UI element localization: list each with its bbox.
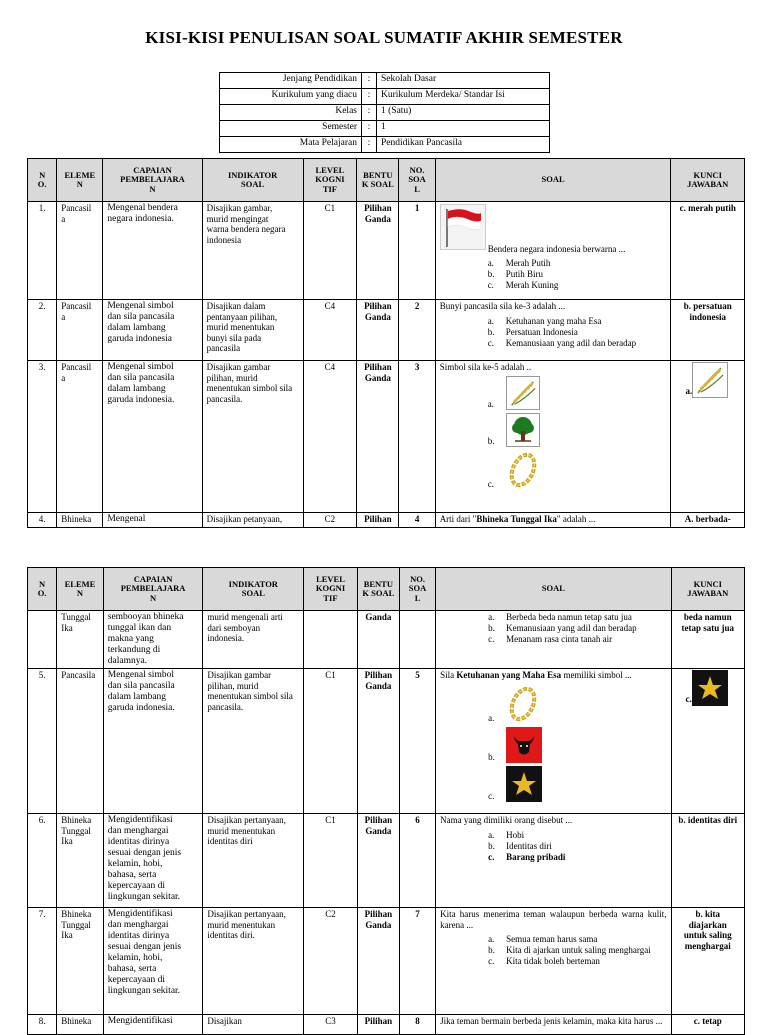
column-header-capaian: CAPAIAN PEMBELAJARA N xyxy=(103,568,203,611)
option-text: Semua teman harus sama xyxy=(506,934,598,944)
chain-icon xyxy=(506,684,540,724)
nosoal-cell: 8 xyxy=(399,1015,435,1035)
level-cell: C4 xyxy=(303,300,357,361)
info-label: Semester xyxy=(220,121,362,137)
nosoal-cell: 1 xyxy=(399,202,435,300)
info-label: Kurikulum yang diacu xyxy=(220,89,362,105)
level-cell: C1 xyxy=(303,202,357,300)
soal-cell xyxy=(435,513,671,528)
option-letter: c. xyxy=(488,956,495,966)
elemen-cell: Pancasil a xyxy=(57,361,103,513)
answer-options xyxy=(440,934,666,967)
capaian-cell: Mengenal simbol dan sila pancasila dalam lambang garuda indonesia. xyxy=(103,669,203,814)
capaian-cell: Mengenal bendera negara indonesia. xyxy=(103,202,202,300)
option-letter: c. xyxy=(488,634,495,644)
row-number: 8. xyxy=(28,1015,57,1035)
option-letter: b. xyxy=(488,840,495,851)
kunci-cell xyxy=(671,361,745,513)
capaian-cell: Mengenal xyxy=(103,513,202,528)
option-letter: c. xyxy=(487,337,494,348)
nosoal-cell: 4 xyxy=(399,513,435,528)
answer-key-letter: a. xyxy=(685,385,693,396)
answer-key-letter: c. xyxy=(685,693,692,704)
option-text: Kemanusiaan yang adil dan beradap xyxy=(505,337,637,348)
column-header-kunci: KUNCI JAWABAN xyxy=(671,159,745,202)
bentuk-cell: Pilihan xyxy=(357,1015,399,1035)
answer-option xyxy=(440,269,667,280)
question-text: Bendera negara indonesia berwarna ... xyxy=(487,243,626,254)
option-letter: b. xyxy=(487,326,495,337)
option-text: Kemanusiaan yang adil dan beradap xyxy=(506,623,637,633)
option-text: Menanam rasa cinta tanah air xyxy=(506,634,613,644)
kisi-table-page-1 xyxy=(27,158,745,528)
nosoal-cell xyxy=(399,611,435,669)
info-table xyxy=(219,72,550,153)
option-letter: b. xyxy=(488,945,495,955)
capaian-cell: Mengidentifikasi xyxy=(103,1015,203,1035)
bentuk-cell: Pilihan Ganda xyxy=(357,202,399,300)
elemen-cell: Bhineka Tunggal Ika xyxy=(57,814,104,908)
header-row xyxy=(28,159,745,202)
elemen-cell: Pancasil a xyxy=(57,300,103,361)
row-number: 3. xyxy=(28,361,57,513)
option-text: Kita di ajarkan untuk saling menghargai xyxy=(506,945,651,955)
question-text: Nama yang dimiliki orang disebut ... xyxy=(440,815,573,825)
info-label: Mata Pelajaran xyxy=(220,137,362,153)
kunci-cell xyxy=(671,669,744,814)
elemen-cell: Pancasila xyxy=(57,669,104,814)
info-row xyxy=(220,89,550,105)
document-title: KISI-KISI PENULISAN SOAL SUMATIF AKHIR SEMESTER xyxy=(145,28,623,47)
option-text: Merah Kuning xyxy=(505,280,559,290)
info-value: Sekolah Dasar xyxy=(377,73,550,89)
answer-option xyxy=(440,945,666,956)
chain-icon xyxy=(506,450,540,490)
nosoal-cell: 3 xyxy=(399,361,435,513)
soal-cell xyxy=(435,300,671,361)
option-letter: b. xyxy=(488,623,495,633)
question-bold-text: Bhineka Tunggal Ika xyxy=(476,514,557,524)
answer-options xyxy=(440,830,666,863)
answer-option xyxy=(440,623,666,634)
option-text: Hobi xyxy=(506,829,525,840)
option-text: Persatuan Indonesia xyxy=(505,326,578,337)
answer-option xyxy=(440,327,667,338)
soal-cell xyxy=(436,814,671,908)
kunci-cell: A. berbada- xyxy=(671,513,745,528)
level-cell xyxy=(304,611,357,669)
capaian-cell: Mengenal simbol dan sila pancasila dalam lambang garuda indonesia xyxy=(103,300,202,361)
option-letter: b. xyxy=(487,436,495,446)
column-header-indikator: INDIKATOR SOAL xyxy=(203,568,304,611)
option-letter: a. xyxy=(488,612,495,622)
rice-cotton-icon xyxy=(692,362,728,398)
star-icon xyxy=(692,670,728,706)
image-option xyxy=(488,413,667,447)
table-row xyxy=(28,300,745,361)
table-row xyxy=(28,361,745,513)
row-number: 1. xyxy=(28,202,57,300)
row-number: 2. xyxy=(28,300,57,361)
table-row xyxy=(28,814,745,908)
table-row xyxy=(28,513,745,528)
header-row xyxy=(28,568,745,611)
info-label: Jenjang Pendidikan xyxy=(220,73,362,89)
option-letter: b. xyxy=(487,269,495,279)
capaian-cell: sembooyan bhineka tunggal ikan dan makna yang terkandung di dalamnya. xyxy=(103,611,203,669)
table-row xyxy=(28,1015,745,1035)
answer-key-image xyxy=(685,362,740,398)
info-row xyxy=(220,121,550,137)
column-header-level: LEVEL KOGNI TIF xyxy=(303,159,357,202)
indikator-cell: Disajikan xyxy=(203,1015,304,1035)
column-header-elemen: ELEME N xyxy=(57,159,103,202)
info-value: Pendidikan Pancasila xyxy=(377,137,550,153)
table-row xyxy=(28,202,745,300)
table-row xyxy=(28,908,745,1015)
image-option xyxy=(488,684,666,724)
soal-cell xyxy=(436,908,671,1015)
column-header-elemen: ELEME N xyxy=(57,568,104,611)
column-header-no: N O. xyxy=(28,159,57,202)
nosoal-cell: 2 xyxy=(399,300,435,361)
info-separator: : xyxy=(362,89,377,105)
level-cell: C2 xyxy=(304,908,357,1015)
info-separator: : xyxy=(362,73,377,89)
column-header-capaian: CAPAIAN PEMBELAJARA N xyxy=(103,159,202,202)
indonesia-flag-icon xyxy=(440,204,486,250)
image-option xyxy=(488,376,667,410)
bentuk-cell: Ganda xyxy=(357,611,399,669)
soal-cell xyxy=(436,1015,671,1035)
row-number: 7. xyxy=(28,908,57,1015)
indikator-cell: Disajikan gambar, murid mengingat warna bendera negara indonesia xyxy=(202,202,303,300)
soal-cell xyxy=(435,202,671,300)
question-text: Arti dari "Bhineka Tunggal Ika" adalah ... xyxy=(439,514,596,524)
option-text: Kita tidak boleh berteman xyxy=(506,956,600,966)
elemen-cell: Bhineka xyxy=(57,513,103,528)
question-text: Kita harus menerima teman walaupun berbeda warna kulit, karena ... xyxy=(440,909,667,930)
column-header-soal: SOAL xyxy=(435,159,671,202)
nosoal-cell: 6 xyxy=(399,814,435,908)
image-option xyxy=(488,766,666,802)
answer-options xyxy=(440,612,666,645)
star-icon xyxy=(506,766,542,802)
info-row xyxy=(220,105,550,121)
column-header-bentuk: BENTU K SOAL xyxy=(357,568,399,611)
answer-option xyxy=(440,830,666,841)
info-value: Kurikulum Merdeka/ Standar Isi xyxy=(377,89,550,105)
bentuk-cell: Pilihan Ganda xyxy=(357,908,399,1015)
bentuk-cell: Pilihan Ganda xyxy=(357,669,399,814)
level-cell: C2 xyxy=(303,513,357,528)
answer-option xyxy=(440,841,666,852)
row-number: 4. xyxy=(28,513,57,528)
answer-options xyxy=(440,316,667,349)
nosoal-cell: 5 xyxy=(399,669,435,814)
info-separator: : xyxy=(362,137,377,153)
indikator-cell: Disajikan petanyaan, xyxy=(202,513,303,528)
kunci-cell: b. persatuan indonesia xyxy=(671,300,745,361)
image-option xyxy=(488,727,666,763)
question-text: Bunyi pancasila sila ke-3 adalah ... xyxy=(439,301,566,311)
option-letter: a. xyxy=(487,258,494,268)
answer-option xyxy=(440,280,667,291)
option-letter: c. xyxy=(488,791,495,801)
kunci-cell: b. kita diajarkan untuk saling menghargai xyxy=(671,908,744,1015)
option-letter: a. xyxy=(487,399,494,409)
column-header-nosoal: NO. SOA L xyxy=(399,568,435,611)
indikator-cell: Disajikan pertanyaan, murid menentukan identitas diri xyxy=(203,814,304,908)
info-row xyxy=(220,73,550,89)
bentuk-cell: Pilihan Ganda xyxy=(357,814,399,908)
column-header-nosoal: NO. SOA L xyxy=(399,159,435,202)
answer-option xyxy=(440,316,667,327)
indikator-cell: Disajikan dalam pentanyaan pilihan, murid menentukan bunyi sila pada pancasila xyxy=(202,300,303,361)
soal-cell xyxy=(436,669,671,814)
bentuk-cell: Pilihan Ganda xyxy=(357,300,399,361)
elemen-cell: Tunggal Ika xyxy=(57,611,104,669)
indikator-cell: Disajikan pertanyaan, murid menentukan identitas diri. xyxy=(203,908,304,1015)
option-text: Berbeda beda namun tetap satu jua xyxy=(506,612,632,622)
kunci-cell: b. identitas diri xyxy=(671,814,744,908)
elemen-cell: Bhineka Tunggal Ika xyxy=(57,908,104,1015)
capaian-cell: Mengidentifikasi dan menghargai identitas dirinya sesuai dengan jenis kelamin, hobi, bahasa, serta kepercayaan di lingkungan sekitar. xyxy=(103,908,203,1015)
bentuk-cell: Pilihan xyxy=(357,513,399,528)
option-text: Putih Biru xyxy=(505,269,543,279)
column-header-bentuk: BENTU K SOAL xyxy=(357,159,399,202)
indikator-cell: Disajikan gambar pilihan, murid menentukan simbol sila pancasila. xyxy=(203,669,304,814)
elemen-cell: Pancasil a xyxy=(57,202,103,300)
kunci-cell: c. merah putih xyxy=(671,202,745,300)
answer-options xyxy=(440,258,667,291)
info-value: 1 (Satu) xyxy=(377,105,550,121)
answer-option xyxy=(440,956,666,967)
answer-option xyxy=(440,258,667,269)
option-letter: a. xyxy=(488,934,495,944)
column-header-no: N O. xyxy=(28,568,57,611)
option-letter: b. xyxy=(488,752,495,762)
answer-option xyxy=(440,338,667,349)
info-value: 1 xyxy=(377,121,550,137)
option-text: Identitas diri xyxy=(506,840,552,851)
nosoal-cell: 7 xyxy=(399,908,435,1015)
table-row xyxy=(28,611,745,669)
column-header-kunci: KUNCI JAWABAN xyxy=(671,568,744,611)
question-text: Jika teman bermain berbeda jenis kelamin, maka kita harus ... xyxy=(440,1016,663,1026)
table-row xyxy=(28,669,745,814)
option-letter: a. xyxy=(488,713,495,723)
option-letter: a. xyxy=(487,315,494,326)
indikator-cell: Disajikan gambar pilihan, murid menentukan simbol sila pancasila. xyxy=(202,361,303,513)
option-letter: c. xyxy=(488,851,495,862)
level-cell: C1 xyxy=(304,814,357,908)
question-text: Sila Ketuhanan yang Maha Esa memiliki simbol ... xyxy=(440,670,632,680)
question-bold-text: Ketuhanan yang Maha Esa xyxy=(456,670,562,680)
row-number: 5. xyxy=(28,669,57,814)
option-letter: a. xyxy=(488,829,495,840)
row-number: 6. xyxy=(28,814,57,908)
row-number xyxy=(28,611,57,669)
kisi-table-page-2 xyxy=(27,567,745,1035)
bull-head-icon xyxy=(506,727,542,763)
question-text: Simbol sila ke-5 adalah .. xyxy=(439,362,532,372)
info-separator: : xyxy=(362,121,377,137)
kunci-cell: beda namun tetap satu jua xyxy=(671,611,744,669)
info-row xyxy=(220,137,550,153)
banyan-tree-icon xyxy=(506,413,540,447)
column-header-soal: SOAL xyxy=(436,568,671,611)
column-header-level: LEVEL KOGNI TIF xyxy=(304,568,357,611)
level-cell: C1 xyxy=(304,669,357,814)
elemen-cell: Bhineka xyxy=(57,1015,104,1035)
image-option xyxy=(488,450,667,490)
capaian-cell: Mengenal simbol dan sila pancasila dalam lambang garuda indonesia. xyxy=(103,361,202,513)
option-letter: c. xyxy=(487,479,494,489)
option-letter: c. xyxy=(487,280,494,290)
answer-option xyxy=(440,634,666,645)
answer-option xyxy=(440,934,666,945)
level-cell: C4 xyxy=(303,361,357,513)
answer-option xyxy=(440,852,666,863)
option-text: Ketuhanan yang maha Esa xyxy=(505,315,602,326)
answer-key-image xyxy=(686,670,740,706)
capaian-cell: Mengidentifikasi dan menghargai identitas dirinya sesuai dengan jenis kelamin, hobi, bahasa, serta kepercayaan di lingkungan sekitar. xyxy=(103,814,203,908)
answer-option xyxy=(440,612,666,623)
bentuk-cell: Pilihan Ganda xyxy=(357,361,399,513)
column-header-indikator: INDIKATOR SOAL xyxy=(202,159,303,202)
indikator-cell: murid mengenali arti dari semboyan indonesia. xyxy=(203,611,304,669)
option-text: Merah Putih xyxy=(505,258,551,268)
info-separator: : xyxy=(362,105,377,121)
info-label: Kelas xyxy=(220,105,362,121)
soal-cell xyxy=(436,611,671,669)
rice-cotton-icon xyxy=(506,376,540,410)
kunci-cell: c. tetap xyxy=(671,1015,744,1035)
level-cell: C3 xyxy=(304,1015,357,1035)
soal-cell xyxy=(435,361,671,513)
option-text: Barang pribadi xyxy=(506,851,566,862)
